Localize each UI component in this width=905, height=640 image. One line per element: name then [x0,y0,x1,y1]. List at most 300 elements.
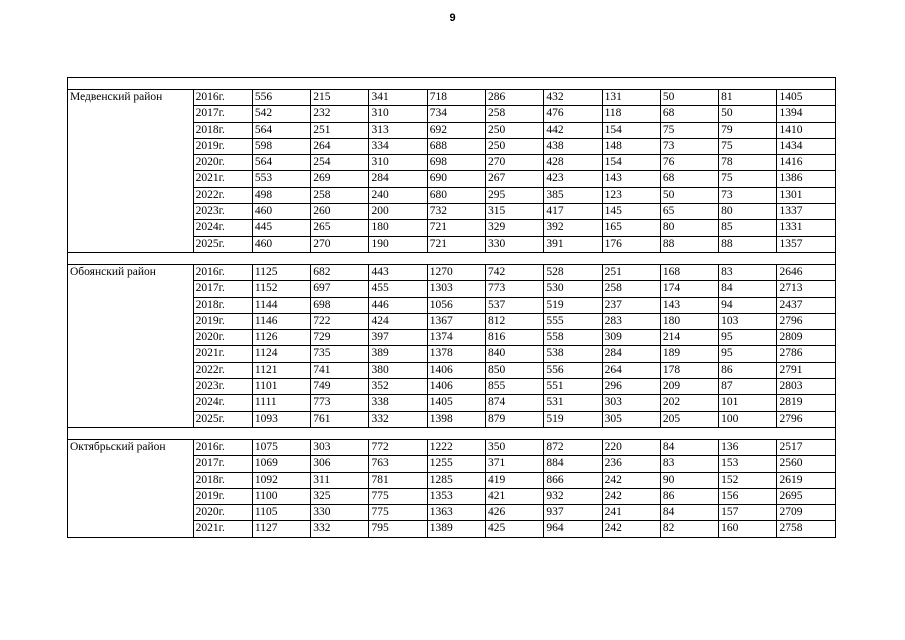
district-name: Медвенский район [68,90,194,253]
value-cell: 558 [544,330,602,346]
value-cell: 202 [660,395,718,411]
value-cell: 2619 [777,472,836,488]
value-cell: 315 [486,204,544,220]
value-cell: 350 [486,439,544,455]
value-cell: 1255 [427,456,485,472]
value-cell: 85 [719,220,777,236]
value-cell: 258 [486,106,544,122]
value-cell: 476 [544,106,602,122]
value-cell: 455 [369,281,427,297]
value-cell: 426 [486,505,544,521]
value-cell: 1111 [252,395,310,411]
year-cell: 2021г. [193,171,252,187]
value-cell: 781 [369,472,427,488]
year-cell: 2022г. [193,362,252,378]
value-cell: 551 [544,379,602,395]
value-cell: 531 [544,395,602,411]
value-cell: 82 [660,521,718,537]
value-cell: 50 [660,90,718,106]
value-cell: 680 [427,187,485,203]
value-cell: 237 [602,297,660,313]
value-cell: 729 [311,330,369,346]
value-cell: 874 [486,395,544,411]
value-cell: 270 [311,236,369,252]
value-cell: 850 [486,362,544,378]
value-cell: 721 [427,236,485,252]
value-cell: 1126 [252,330,310,346]
value-cell: 1353 [427,488,485,504]
value-cell: 389 [369,346,427,362]
value-cell: 816 [486,330,544,346]
value-cell: 688 [427,138,485,154]
value-cell: 250 [486,138,544,154]
value-cell: 698 [311,297,369,313]
value-cell: 443 [369,264,427,280]
value-cell: 598 [252,138,310,154]
value-cell: 332 [311,521,369,537]
value-cell: 2803 [777,379,836,395]
value-cell: 153 [719,456,777,472]
value-cell: 1434 [777,138,836,154]
value-cell: 735 [311,346,369,362]
value-cell: 742 [486,264,544,280]
year-cell: 2021г. [193,346,252,362]
spacer-row [68,78,836,90]
value-cell: 537 [486,297,544,313]
value-cell: 1367 [427,313,485,329]
value-cell: 352 [369,379,427,395]
value-cell: 2786 [777,346,836,362]
value-cell: 148 [602,138,660,154]
value-cell: 80 [660,220,718,236]
value-cell: 189 [660,346,718,362]
value-cell: 264 [602,362,660,378]
value-cell: 205 [660,411,718,427]
value-cell: 100 [719,411,777,427]
value-cell: 309 [602,330,660,346]
table-row [68,439,836,455]
year-cell: 2020г. [193,155,252,171]
value-cell: 86 [719,362,777,378]
value-cell: 95 [719,346,777,362]
value-cell: 964 [544,521,602,537]
value-cell: 1056 [427,297,485,313]
value-cell: 1303 [427,281,485,297]
year-cell: 2018г. [193,472,252,488]
year-cell: 2022г. [193,187,252,203]
value-cell: 428 [544,155,602,171]
value-cell: 775 [369,505,427,521]
value-cell: 303 [602,395,660,411]
value-cell: 329 [486,220,544,236]
value-cell: 215 [311,90,369,106]
year-cell: 2018г. [193,122,252,138]
value-cell: 519 [544,411,602,427]
value-cell: 872 [544,439,602,455]
value-cell: 152 [719,472,777,488]
value-cell: 1285 [427,472,485,488]
value-cell: 1337 [777,204,836,220]
value-cell: 1357 [777,236,836,252]
value-cell: 866 [544,472,602,488]
value-cell: 692 [427,122,485,138]
year-cell: 2017г. [193,281,252,297]
value-cell: 1069 [252,456,310,472]
value-cell: 421 [486,488,544,504]
value-cell: 530 [544,281,602,297]
value-cell: 2695 [777,488,836,504]
value-cell: 83 [719,264,777,280]
value-cell: 103 [719,313,777,329]
value-cell: 81 [719,90,777,106]
value-cell: 556 [544,362,602,378]
value-cell: 722 [311,313,369,329]
value-cell: 176 [602,236,660,252]
value-cell: 419 [486,472,544,488]
value-cell: 1125 [252,264,310,280]
value-cell: 154 [602,155,660,171]
value-cell: 371 [486,456,544,472]
value-cell: 270 [486,155,544,171]
value-cell: 1406 [427,362,485,378]
value-cell: 1075 [252,439,310,455]
year-cell: 2021г. [193,521,252,537]
value-cell: 306 [311,456,369,472]
value-cell: 1127 [252,521,310,537]
value-cell: 90 [660,472,718,488]
value-cell: 380 [369,362,427,378]
value-cell: 178 [660,362,718,378]
value-cell: 73 [719,187,777,203]
value-cell: 214 [660,330,718,346]
value-cell: 2809 [777,330,836,346]
value-cell: 556 [252,90,310,106]
value-cell: 250 [486,122,544,138]
value-cell: 423 [544,171,602,187]
value-cell: 2713 [777,281,836,297]
value-cell: 698 [427,155,485,171]
value-cell: 160 [719,521,777,537]
value-cell: 258 [311,187,369,203]
value-cell: 286 [486,90,544,106]
value-cell: 1406 [427,379,485,395]
value-cell: 1144 [252,297,310,313]
value-cell: 1146 [252,313,310,329]
value-cell: 2560 [777,456,836,472]
value-cell: 1405 [427,395,485,411]
value-cell: 313 [369,122,427,138]
value-cell: 220 [602,439,660,455]
value-cell: 438 [544,138,602,154]
value-cell: 564 [252,122,310,138]
value-cell: 761 [311,411,369,427]
value-cell: 68 [660,171,718,187]
value-cell: 80 [719,204,777,220]
value-cell: 88 [719,236,777,252]
value-cell: 242 [602,488,660,504]
value-cell: 145 [602,204,660,220]
value-cell: 392 [544,220,602,236]
value-cell: 1105 [252,505,310,521]
value-cell: 209 [660,379,718,395]
value-cell: 84 [719,281,777,297]
value-cell: 157 [719,505,777,521]
value-cell: 460 [252,204,310,220]
value-cell: 86 [660,488,718,504]
year-cell: 2019г. [193,313,252,329]
value-cell: 519 [544,297,602,313]
value-cell: 84 [660,505,718,521]
value-cell: 2517 [777,439,836,455]
value-cell: 1389 [427,521,485,537]
value-cell: 2758 [777,521,836,537]
value-cell: 295 [486,187,544,203]
value-cell: 251 [311,122,369,138]
year-cell: 2016г. [193,264,252,280]
value-cell: 391 [544,236,602,252]
value-cell: 236 [602,456,660,472]
year-cell: 2019г. [193,488,252,504]
value-cell: 682 [311,264,369,280]
value-cell: 932 [544,488,602,504]
value-cell: 311 [311,472,369,488]
value-cell: 1394 [777,106,836,122]
value-cell: 2796 [777,313,836,329]
value-cell: 840 [486,346,544,362]
value-cell: 1405 [777,90,836,106]
value-cell: 265 [311,220,369,236]
year-cell: 2016г. [193,90,252,106]
value-cell: 2437 [777,297,836,313]
value-cell: 1301 [777,187,836,203]
year-cell: 2017г. [193,106,252,122]
spacer-row [68,427,836,439]
value-cell: 1124 [252,346,310,362]
value-cell: 732 [427,204,485,220]
value-cell: 94 [719,297,777,313]
value-cell: 1331 [777,220,836,236]
value-cell: 528 [544,264,602,280]
value-cell: 498 [252,187,310,203]
value-cell: 101 [719,395,777,411]
value-cell: 2709 [777,505,836,521]
value-cell: 165 [602,220,660,236]
value-cell: 50 [660,187,718,203]
value-cell: 538 [544,346,602,362]
value-cell: 65 [660,204,718,220]
value-cell: 542 [252,106,310,122]
value-cell: 2791 [777,362,836,378]
spacer-row [68,252,836,264]
value-cell: 118 [602,106,660,122]
value-cell: 87 [719,379,777,395]
value-cell: 284 [602,346,660,362]
value-cell: 460 [252,236,310,252]
value-cell: 1416 [777,155,836,171]
value-cell: 1101 [252,379,310,395]
spacer-cell [68,427,836,439]
value-cell: 555 [544,313,602,329]
value-cell: 123 [602,187,660,203]
spacer-cell [68,78,836,90]
value-cell: 2646 [777,264,836,280]
value-cell: 2819 [777,395,836,411]
value-cell: 2796 [777,411,836,427]
year-cell: 2025г. [193,411,252,427]
table-row [68,264,836,280]
value-cell: 442 [544,122,602,138]
value-cell: 718 [427,90,485,106]
value-cell: 446 [369,297,427,313]
value-cell: 254 [311,155,369,171]
value-cell: 330 [311,505,369,521]
value-cell: 773 [486,281,544,297]
value-cell: 75 [719,138,777,154]
value-cell: 1363 [427,505,485,521]
value-cell: 284 [369,171,427,187]
value-cell: 143 [602,171,660,187]
value-cell: 1374 [427,330,485,346]
value-cell: 812 [486,313,544,329]
value-cell: 424 [369,313,427,329]
value-cell: 1386 [777,171,836,187]
year-cell: 2023г. [193,204,252,220]
value-cell: 75 [719,171,777,187]
value-cell: 884 [544,456,602,472]
value-cell: 937 [544,505,602,521]
year-cell: 2020г. [193,330,252,346]
value-cell: 432 [544,90,602,106]
value-cell: 283 [602,313,660,329]
value-cell: 772 [369,439,427,455]
value-cell: 1378 [427,346,485,362]
value-cell: 305 [602,411,660,427]
value-cell: 1222 [427,439,485,455]
value-cell: 553 [252,171,310,187]
value-cell: 258 [602,281,660,297]
value-cell: 200 [369,204,427,220]
value-cell: 741 [311,362,369,378]
value-cell: 763 [369,456,427,472]
value-cell: 251 [602,264,660,280]
year-cell: 2020г. [193,505,252,521]
value-cell: 445 [252,220,310,236]
value-cell: 267 [486,171,544,187]
value-cell: 697 [311,281,369,297]
value-cell: 76 [660,155,718,171]
value-cell: 143 [660,297,718,313]
value-cell: 773 [311,395,369,411]
value-cell: 721 [427,220,485,236]
value-cell: 1152 [252,281,310,297]
year-cell: 2018г. [193,297,252,313]
year-cell: 2024г. [193,220,252,236]
value-cell: 1093 [252,411,310,427]
value-cell: 397 [369,330,427,346]
value-cell: 855 [486,379,544,395]
value-cell: 310 [369,155,427,171]
value-cell: 154 [602,122,660,138]
page-number: 9 [449,12,456,24]
district-name: Октябрьский район [68,439,194,537]
value-cell: 325 [311,488,369,504]
year-cell: 2025г. [193,236,252,252]
value-cell: 190 [369,236,427,252]
value-cell: 83 [660,456,718,472]
value-cell: 242 [602,521,660,537]
value-cell: 242 [602,472,660,488]
year-cell: 2024г. [193,395,252,411]
spacer-cell [68,252,836,264]
value-cell: 690 [427,171,485,187]
year-cell: 2016г. [193,439,252,455]
value-cell: 330 [486,236,544,252]
value-cell: 269 [311,171,369,187]
value-cell: 385 [544,187,602,203]
value-cell: 50 [719,106,777,122]
value-cell: 1270 [427,264,485,280]
value-cell: 303 [311,439,369,455]
value-cell: 338 [369,395,427,411]
year-cell: 2019г. [193,138,252,154]
value-cell: 417 [544,204,602,220]
value-cell: 749 [311,379,369,395]
value-cell: 232 [311,106,369,122]
value-cell: 168 [660,264,718,280]
value-cell: 174 [660,281,718,297]
value-cell: 332 [369,411,427,427]
value-cell: 1398 [427,411,485,427]
year-cell: 2023г. [193,379,252,395]
value-cell: 156 [719,488,777,504]
year-cell: 2017г. [193,456,252,472]
value-cell: 564 [252,155,310,171]
value-cell: 260 [311,204,369,220]
value-cell: 240 [369,187,427,203]
value-cell: 264 [311,138,369,154]
value-cell: 1092 [252,472,310,488]
value-cell: 334 [369,138,427,154]
value-cell: 73 [660,138,718,154]
value-cell: 75 [660,122,718,138]
value-cell: 95 [719,330,777,346]
value-cell: 79 [719,122,777,138]
value-cell: 241 [602,505,660,521]
value-cell: 296 [602,379,660,395]
value-cell: 180 [660,313,718,329]
table-row [68,90,836,106]
value-cell: 879 [486,411,544,427]
value-cell: 131 [602,90,660,106]
value-cell: 1100 [252,488,310,504]
value-cell: 1121 [252,362,310,378]
value-cell: 136 [719,439,777,455]
value-cell: 84 [660,439,718,455]
value-cell: 1410 [777,122,836,138]
value-cell: 88 [660,236,718,252]
district-name: Обоянский район [68,264,194,427]
value-cell: 734 [427,106,485,122]
value-cell: 310 [369,106,427,122]
data-table [67,77,836,538]
value-cell: 795 [369,521,427,537]
value-cell: 68 [660,106,718,122]
value-cell: 425 [486,521,544,537]
value-cell: 775 [369,488,427,504]
value-cell: 78 [719,155,777,171]
value-cell: 341 [369,90,427,106]
value-cell: 180 [369,220,427,236]
